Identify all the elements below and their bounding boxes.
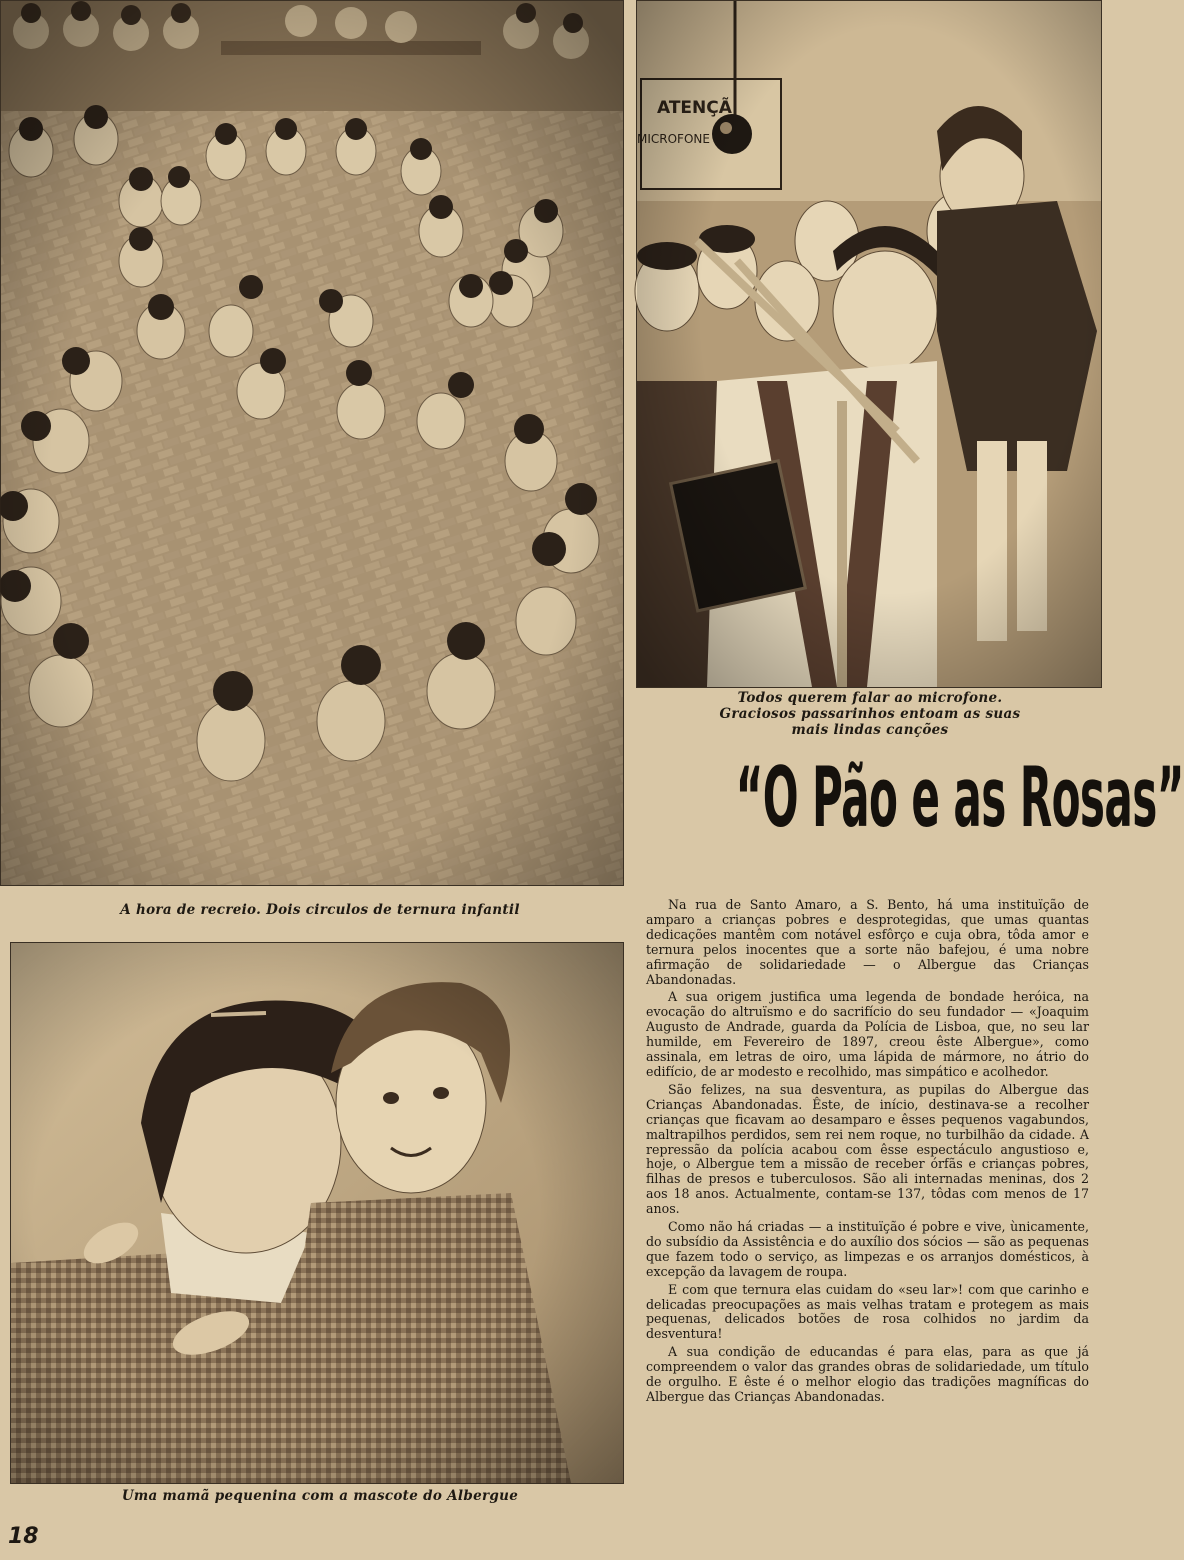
caption-microphone: Todos querem falar ao microfone. Graciosos passarinhos entoam as suas mais lindas canções (719, 690, 1021, 738)
children-circles-image (1, 1, 623, 885)
mascot-portrait-image (11, 943, 623, 1483)
article-title: “O Pão e as Rosas” (735, 750, 1184, 847)
photo-microphone (636, 0, 1102, 688)
article-body (646, 898, 1089, 1510)
microphone-scene-image (637, 1, 1101, 687)
photo-children-circles (0, 0, 624, 886)
page-number: 18 (8, 1524, 39, 1549)
article-paragraph: São felizes, na sua desventura, as pupilas do Albergue das Crianças Abandonadas. Êste, de início, destinava-se a recolher crianças que ficavam ao desamparo e êsses pequenos vagabundos, maltrapilhos perdidos, sem rei nem roque, no turbilhão da cidade. A repressão da polícia acabou com êsse espectáculo angustioso e, hoje, o Albergue tem a missão de receber órfãs e crianças pobres, filhas de presos e tuberculosos. São ali internadas meninas, dos 2 aos 18 anos. Actualmente, contam-se 137, tôdas com menos de 17 anos. (646, 1081, 1089, 1217)
caption-children-circles: A hora de recreio. Dois circulos de ternura infantil (120, 902, 520, 918)
article-paragraph: Como não há criadas — a instituïção é pobre e vive, ùnicamente, do subsídio da Assistência e do auxílio dos sócios — são as pequenas que fazem todo o serviço, as limpezas e os arranjos domésticos, à excepção da lavagem de roupa. (646, 1219, 1089, 1279)
article-paragraph: A sua origem justifica uma legenda de bondade heróica, na evocação do altruïsmo e do sacrifício do seu fundador — «Joaquim Augusto de Andrade, guarda da Polícia de Lisboa, que, no seu lar humilde, em Fevereiro de 1897, creou êste Albergue», como assinala, em letras de oiro, uma lápida de mármore, no átrio do edifício, de ar modesto e recolhido, mas simpático e acolhedor. (646, 989, 1089, 1079)
caption-mascot: Uma mamã pequenina com a mascote do Albergue (121, 1488, 519, 1504)
photo-mascot (10, 942, 624, 1484)
article-paragraph: E com que ternura elas cuidam do «seu lar»! com que carinho e delicadas preocupações as mais velhas tratam e protegem as mais pequenas, delicados botões de rosa colhidos no jardim da desventura! (646, 1281, 1089, 1342)
article-paragraph: A sua condição de educandas é para elas, para as que já compreendem o valor das grandes obras de solidariedade, um título de orgulho. E êste é o melhor elogio das tradições magníficas do Albergue das Crianças Abandonadas. (646, 1344, 1089, 1404)
article-paragraph: Na rua de Santo Amaro, a S. Bento, há uma instituïção de amparo a crianças pobres e desprotegidas, que umas quantas dedicações mantêm com notável esfôrço e cuja obra, tôda amor e ternura pelos inocentes que a sorte não bafejou, é uma nobre afirmação de solidariedade — o Albergue das Crianças Abandonadas. (646, 897, 1089, 987)
